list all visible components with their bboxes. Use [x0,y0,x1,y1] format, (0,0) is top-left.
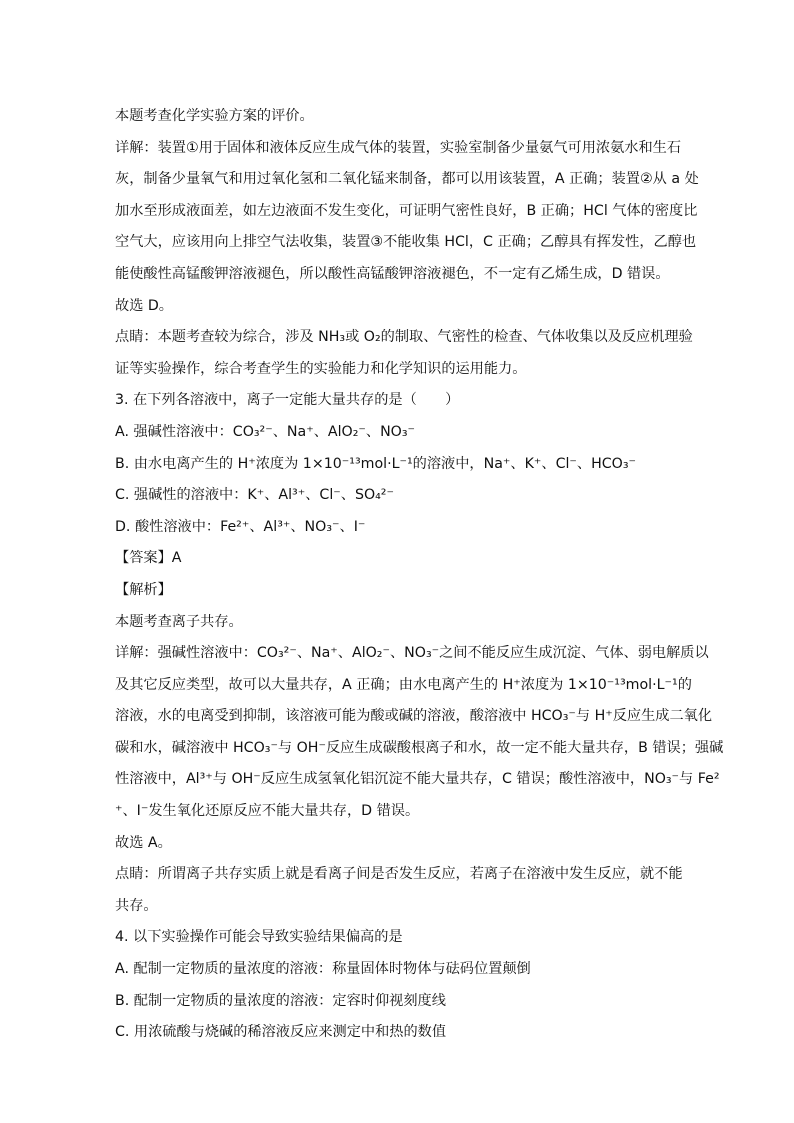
question-stem: 4. 以下实验操作可能会导致实验结果偏高的是 [115,929,403,946]
question-stem: 3. 在下列各溶液中，离子一定能大量共存的是（ ） [115,392,460,409]
text-line: ⁺、I⁻发生氧化还原反应不能大量共存，D 错误。 [115,803,420,820]
text-line: 本题考查离子共存。 [115,613,243,630]
text-line: 灰，制备少量氧气和用过氧化氢和二氧化锰来制备，都可以用该装置，A 正确；装置②从 a 处 [115,171,699,188]
answer-label: 【答案】A [115,550,182,567]
text-line: 及其它反应类型，故可以大量共存，A 正确；由水电离产生的 H⁺浓度为 1×10⁻¹³mol·L⁻¹的 [115,676,692,693]
option-b: B. 由水电离产生的 H⁺浓度为 1×10⁻¹³mol·L⁻¹的溶液中，Na⁺、K⁺、Cl⁻、HCO₃⁻ [115,455,637,472]
text-line: 点睛：本题考查较为综合，涉及 NH₃或 O₂的制取、气密性的检查、气体收集以及反应机理验 [115,329,693,346]
document-body [115,101,724,1049]
text-line: 详解：装置①用于固体和液体反应生成气体的装置，实验室制备少量氨气可用浓氨水和生石 [115,139,682,156]
text-line: 详解：强碱性溶液中：CO₃²⁻、Na⁺、AlO₂⁻、NO₃⁻之间不能反应生成沉淀、气体、弱电解质以 [115,645,709,662]
option-a: A. 配制一定物质的量浓度的溶液：称量固体时物体与砝码位置颠倒 [115,961,531,978]
text-line: 故选 D。 [115,297,173,314]
text-line: 溶液，水的电离受到抑制，该溶液可能为酸或碱的溶液，酸溶液中 HCO₃⁻与 H⁺反应生成二氧化 [115,708,713,725]
text-line: 性溶液中，Al³⁺与 OH⁻反应生成氢氧化铝沉淀不能大量共存，C 错误；酸性溶液中，NO₃⁻与 Fe² [115,771,720,788]
option-b: B. 配制一定物质的量浓度的溶液：定容时仰视刻度线 [115,992,446,1009]
text-line: 加水至形成液面差，如左边液面不发生变化，可证明气密性良好，B 正确；HCl 气体的密度比 [115,202,698,219]
option-a: A. 强碱性溶液中：CO₃²⁻、Na⁺、AlO₂⁻、NO₃⁻ [115,423,416,440]
text-line: 碳和水，碱溶液中 HCO₃⁻与 OH⁻反应生成碳酸根离子和水，故一定不能大量共存，B 错误；强碱 [115,739,724,756]
text-line: 能使酸性高锰酸钾溶液褪色，所以酸性高锰酸钾溶液褪色，不一定有乙烯生成，D 错误。 [115,265,670,282]
text-line: 证等实验操作，综合考查学生的实验能力和化学知识的运用能力。 [115,360,527,377]
text-line: 点睛：所谓离子共存实质上就是看离子间是否发生反应，若离子在溶液中发生反应，就不能 [115,866,683,883]
text-line: 本题考查化学实验方案的评价。 [115,108,314,124]
option-d: D. 酸性溶液中：Fe²⁺、Al³⁺、NO₃⁻、I⁻ [115,518,366,535]
text-line: 故选 A。 [115,834,172,851]
text-line: 空气大，应该用向上排空气法收集，装置③不能收集 HCl，C 正确；乙醇具有挥发性，乙醇也 [115,234,697,251]
text-line: 共存。 [115,897,158,914]
option-c: C. 强碱性的溶液中：K⁺、Al³⁺、Cl⁻、SO₄²⁻ [115,487,394,504]
analysis-label: 【解析】 [115,581,172,598]
option-c: C. 用浓硫酸与烧碱的稀溶液反应来测定中和热的数值 [115,1024,447,1041]
